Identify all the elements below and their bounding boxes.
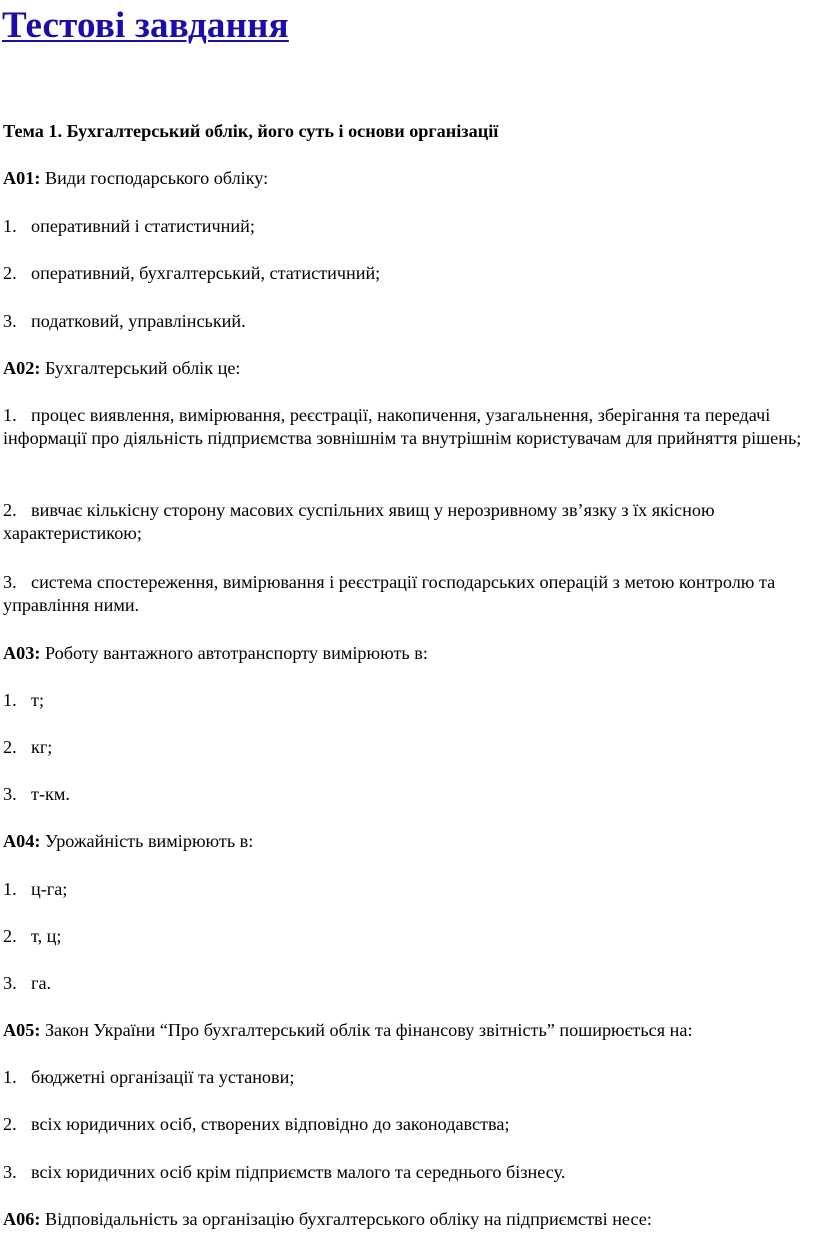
option-text: процес виявлення, вимірювання, реєстрації, накопичення, узагальнення, зберігання та передачі інформації про діяльність підприємства зовнішнім та внутрішнім користувачам для прийняття рішень; xyxy=(3,405,802,448)
option-a05-2 xyxy=(3,1113,813,1136)
option-text: всіх юридичних осіб, створених відповідно до законодавства; xyxy=(31,1114,510,1134)
question-id: А01: xyxy=(3,168,41,188)
question-text: Види господарського обліку: xyxy=(44,168,269,188)
option-number: 3. xyxy=(3,784,17,804)
question-text: Роботу вантажного автотранспорту вимірюють в: xyxy=(44,643,428,663)
option-text: ц-га; xyxy=(31,879,68,899)
option-number: 2. xyxy=(3,926,17,946)
question-text: Закон України “Про бухгалтерський облік та фінансову звітність” поширюється на: xyxy=(44,1020,693,1040)
question-id: А02: xyxy=(3,358,41,378)
option-number: 1. xyxy=(3,690,17,710)
option-a02-1 xyxy=(3,404,813,450)
option-a04-2 xyxy=(3,925,813,948)
option-number: 3. xyxy=(3,1162,17,1182)
option-a04-3 xyxy=(3,972,813,995)
option-text: податковий, управлінський. xyxy=(31,311,246,331)
option-text: т-км. xyxy=(31,784,70,804)
option-a01-1 xyxy=(3,215,813,238)
page-title-link[interactable]: Тестові завдання xyxy=(2,5,289,46)
option-text: система спостереження, вимірювання і реєстрації господарських операцій з метою контролю та управління ними. xyxy=(3,572,776,615)
question-a03 xyxy=(3,642,813,665)
question-a04 xyxy=(3,830,813,853)
option-number: 1. xyxy=(3,216,17,236)
option-a02-2 xyxy=(3,499,813,545)
option-a03-3 xyxy=(3,783,813,806)
option-number: 2. xyxy=(3,1114,17,1134)
option-a01-3 xyxy=(3,310,813,333)
question-id: А06: xyxy=(3,1209,41,1229)
option-text: всіх юридичних осіб крім підприємств малого та середнього бізнесу. xyxy=(31,1162,566,1182)
option-text: га. xyxy=(31,973,52,993)
option-a03-1 xyxy=(3,689,813,712)
option-text: т, ц; xyxy=(31,926,62,946)
option-a03-2 xyxy=(3,736,813,759)
question-text: Урожайність вимірюють в: xyxy=(44,831,254,851)
topic-heading: Тема 1. Бухгалтерський облік, його суть і основи організації xyxy=(3,121,499,141)
option-number: 1. xyxy=(3,405,17,425)
option-number: 2. xyxy=(3,737,17,757)
question-a01 xyxy=(3,167,813,190)
option-number: 3. xyxy=(3,973,17,993)
option-text: вивчає кількісну сторону масових суспільних явищ у нерозривному зв’язку з їх якісною характеристикою; xyxy=(3,500,715,543)
option-text: оперативний, бухгалтерський, статистичний; xyxy=(31,263,381,283)
option-a05-1 xyxy=(3,1066,813,1089)
option-number: 1. xyxy=(3,1067,17,1087)
option-text: бюджетні організації та установи; xyxy=(31,1067,295,1087)
question-a06 xyxy=(3,1208,813,1231)
option-number: 3. xyxy=(3,572,17,592)
option-text: оперативний і статистичний; xyxy=(31,216,255,236)
question-id: А03: xyxy=(3,643,41,663)
option-a04-1 xyxy=(3,878,813,901)
option-number: 2. xyxy=(3,263,17,283)
question-a05 xyxy=(3,1019,813,1042)
question-text: Бухгалтерський облік це: xyxy=(44,358,241,378)
option-a05-3 xyxy=(3,1161,813,1184)
option-number: 3. xyxy=(3,311,17,331)
option-a02-3 xyxy=(3,571,813,617)
question-id: А05: xyxy=(3,1020,41,1040)
question-a02 xyxy=(3,357,813,380)
option-text: т; xyxy=(31,690,45,710)
option-text: кг; xyxy=(31,737,53,757)
option-a01-2 xyxy=(3,262,813,285)
question-id: А04: xyxy=(3,831,41,851)
question-text: Відповідальність за організацію бухгалтерського обліку на підприємстві несе: xyxy=(44,1209,652,1229)
option-number: 2. xyxy=(3,500,17,520)
option-number: 1. xyxy=(3,879,17,899)
